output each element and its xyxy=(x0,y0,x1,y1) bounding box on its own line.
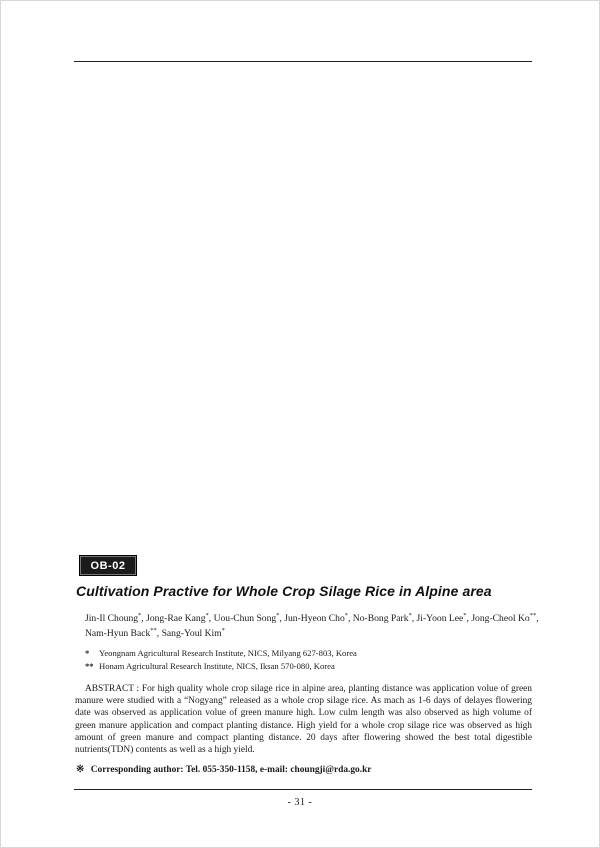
author-affiliation-mark: * xyxy=(463,612,467,619)
author-list xyxy=(85,611,540,641)
author-separator: , xyxy=(156,628,162,639)
corresponding-author xyxy=(76,764,536,775)
affiliation-list xyxy=(85,647,540,672)
bottom-rule xyxy=(74,789,532,790)
author-item xyxy=(353,613,417,624)
author-separator: , xyxy=(411,613,417,624)
author-item xyxy=(162,628,225,639)
author-name: Jong-Cheol Ko xyxy=(471,613,530,624)
corresponding-tel: Tel. 055-350-1158, xyxy=(185,765,258,775)
affiliation-text: Yeongnam Agricultural Research Institute, NICS, Milyang 627-803, Korea xyxy=(99,648,357,658)
affiliation-text: Honam Agricultural Research Institute, NICS, Iksan 570-080, Korea xyxy=(99,660,335,671)
reference-mark-icon: ※ xyxy=(76,764,85,775)
paper-title: Cultivation Practive for Whole Crop Silage Rice in Alpine area xyxy=(76,583,492,599)
author-name: Nam-Hyun Back xyxy=(85,628,151,639)
corresponding-email[interactable]: choungji@rda.go.kr xyxy=(290,765,372,775)
affiliation-item xyxy=(85,647,540,660)
author-item xyxy=(284,613,353,624)
author-name: Jin-Il Choung xyxy=(85,613,139,624)
abstract-text: ABSTRACT : For high quality whole crop silage rice in alpine area, planting distance was application volue of green manure were studied with a “Nogyang” released as a whole crop silage rice. As mach as 1-6 days of delayes flowering date was observed as application volue of green manure high. Low culm length was also observed as high volume of green manure application and compact planting distance. High yield for a whole crop silage rice was observed as high amount of green manure and compact planting distance. 20 days after flowering showed the best total digestible nutrients(TDN) contents as well as a high yield. xyxy=(75,684,532,756)
author-affiliation-mark: * xyxy=(205,612,209,619)
author-separator: , xyxy=(348,613,353,624)
author-separator: , xyxy=(466,613,472,624)
author-name: Sang-Youl Kim xyxy=(161,628,222,639)
author-name: No-Bong Park xyxy=(352,613,409,624)
author-item xyxy=(417,613,472,624)
author-item xyxy=(85,613,146,624)
page-number: - 31 - xyxy=(287,797,313,808)
author-affiliation-mark: * xyxy=(344,612,348,619)
author-affiliation-mark: * xyxy=(276,612,280,619)
author-name: Ji-Yoon Lee xyxy=(416,613,464,624)
author-item xyxy=(85,628,162,639)
author-separator: , xyxy=(536,613,539,624)
author-name: Jong-Rae Kang xyxy=(146,613,206,624)
author-affiliation-mark: * xyxy=(408,612,412,619)
top-rule xyxy=(74,61,532,62)
author-affiliation-mark: ** xyxy=(150,627,157,634)
author-name: Uou-Chun Song xyxy=(213,613,277,624)
author-separator: , xyxy=(279,613,285,624)
author-affiliation-mark: ** xyxy=(529,612,537,619)
session-code-badge: OB-02 xyxy=(79,555,137,576)
affiliation-mark: * xyxy=(85,648,90,658)
author-name: Jun-Hyeon Cho xyxy=(284,613,345,624)
author-affiliation-mark: * xyxy=(221,627,225,634)
author-affiliation-mark: * xyxy=(138,612,142,619)
affiliation-item xyxy=(85,660,540,673)
author-item xyxy=(214,613,285,624)
corresponding-label: Corresponding author: xyxy=(90,765,184,775)
author-separator: , xyxy=(141,613,147,624)
author-item xyxy=(146,613,213,624)
corresponding-email-label: e-mail: xyxy=(259,765,288,775)
author-separator: , xyxy=(208,613,214,624)
affiliation-mark: ** xyxy=(85,660,94,671)
author-item xyxy=(471,613,538,624)
